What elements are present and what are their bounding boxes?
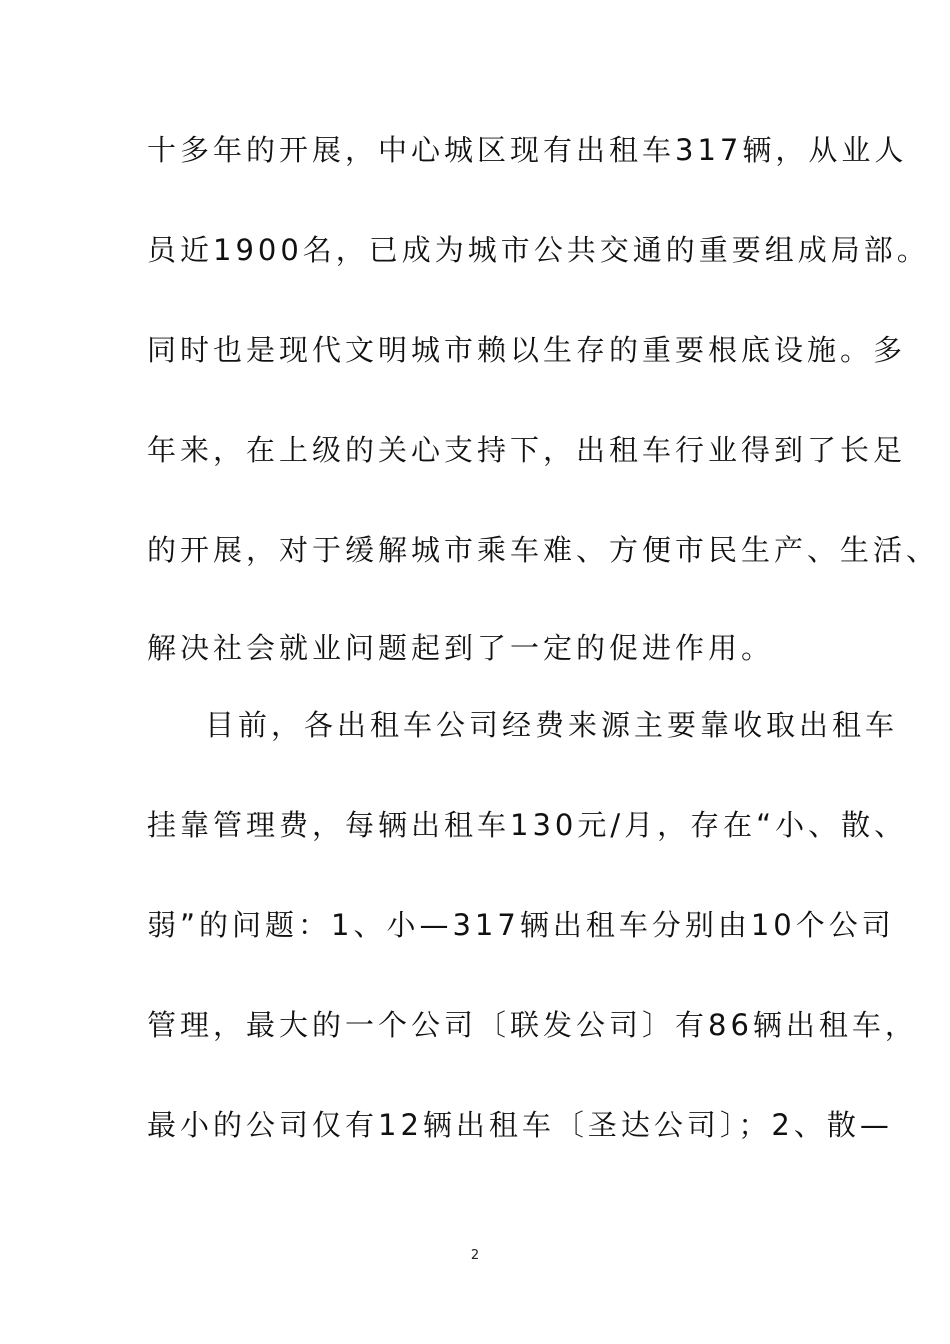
paragraph-line: 挂靠管理费，每辆出租车130元/月，存在“小、散、	[147, 808, 908, 842]
paragraph-line: 十多年的开展，中心城区现有出租车317辆，从业人	[147, 133, 908, 167]
paragraph-line: 年来，在上级的关心支持下，出租车行业得到了长足	[147, 433, 907, 467]
paragraph-line: 弱”的问题：1、小—317辆出租车分别由10个公司	[147, 908, 895, 942]
paragraph-line: 的开展，对于缓解城市乘车难、方便市民生产、生活、	[147, 533, 940, 567]
paragraph-line: 管理，最大的一个公司〔联发公司〕有86辆出租车，	[147, 1008, 918, 1042]
page-number: 2	[470, 1248, 480, 1263]
paragraph-line: 最小的公司仅有12辆出租车〔圣达公司〕；2、散—	[147, 1108, 893, 1142]
paragraph-line: 同时也是现代文明城市赖以生存的重要根底设施。多	[147, 333, 907, 367]
paragraph-line: 目前，各出租车公司经费来源主要靠收取出租车	[205, 708, 899, 742]
paragraph-line: 解决社会就业问题起到了一定的促进作用。	[147, 631, 775, 665]
paragraph-line: 员近1900名，已成为城市公共交通的重要组成局部。	[147, 233, 930, 267]
